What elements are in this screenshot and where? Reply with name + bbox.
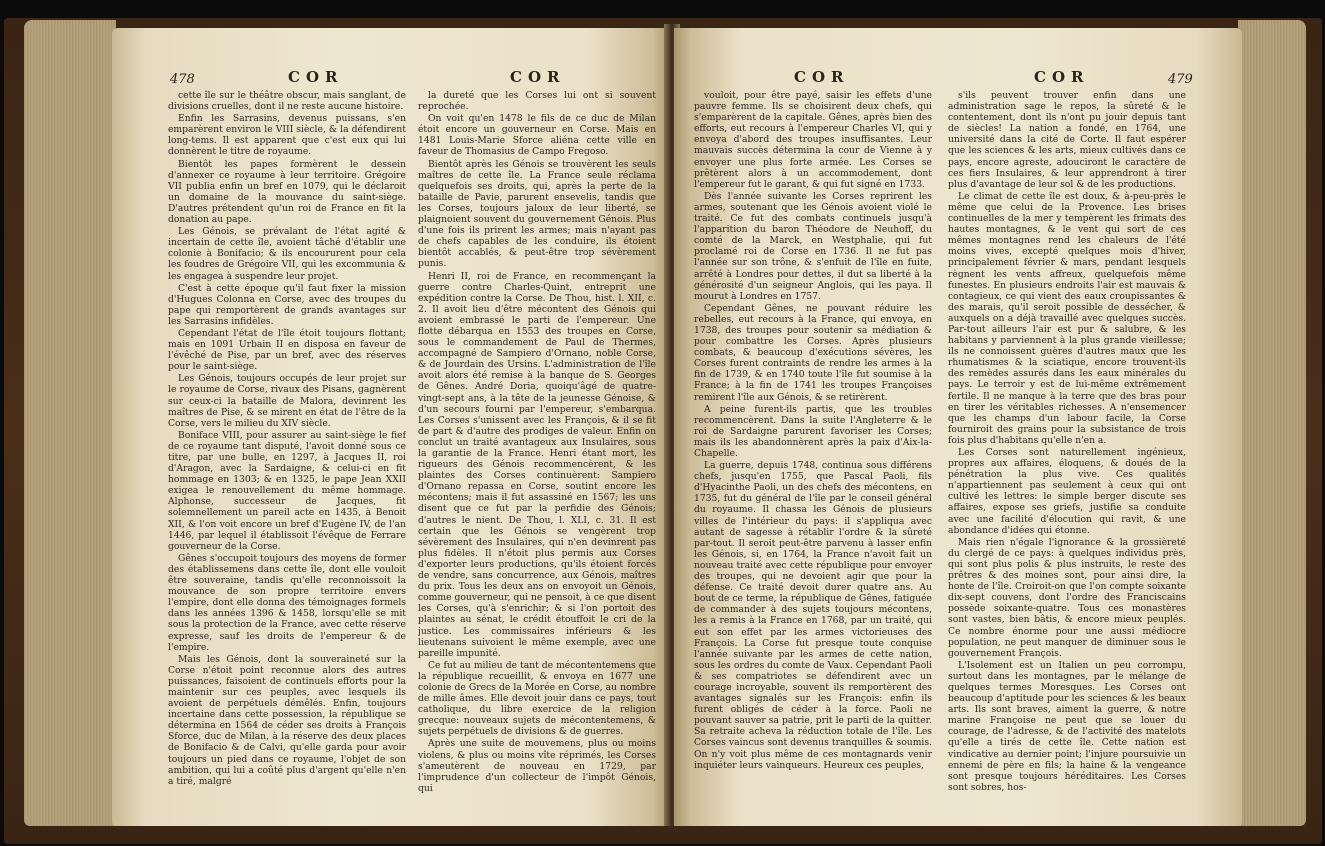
- paragraph: s'ils peuvent trouver enfin dans une administration sage le repos, la sûreté & le contentement, dont ils n'ont pu jouir depuis tant de siècles! La nation a fondé, en 1764, une université dans la cité de Corte. Il faut espérer que les sciences & les arts, mieux cultivés dans ce pays, encore agreste, adouciront le caractère de ces fiers Insulaires, & leur apprendront à tirer plus d'avantage de leur sol & de les productions.: [948, 90, 1186, 190]
- text-column-1: [694, 90, 932, 820]
- page-edges-right: [1238, 20, 1306, 826]
- paragraph: Ce fut au milieu de tant de mécontentemens que la république recueillit, & envoya en 1677 une colonie de Grecs de la Morée en Corse, au nombre de mille âmes. Elle devoit jouir dans ce pays, tout catholique, du libre exercice de la religion grecque: nouveaux sujets de mécontentemens, & sujets perpétuels de divisions & de guerres.: [418, 659, 656, 738]
- paragraph: Mais les Génois, dont la souveraineté sur la Corse n'étoit point reconnue alors des autres puissances, faisoient de continuels efforts pour la maintenir sur ces peuples, avec lesquels ils avoient de perpétuels démêlés. Enfin, toujours incertaine dans cette possession, la république se détermina en 1564 de céder ses droits à François Sforce, duc de Milan, à la réserve des deux places de Bonifacio & de Calvi, qu'elle garda pour avoir toujours un pied dans ce royaume, l'objet de son ambition, qui lui a coûté plus d'argent qu'elle n'en a tiré, malgré: [168, 653, 406, 787]
- paragraph: Les Génois, se prévalant de l'état agité & incertain de cette île, avoient tâché d'établir une colonie à Bonifacio; & ils encoururent pour cela les foudres de Grégoire VII, qui les excommunia & les engagea à suspendre leur projet.: [168, 226, 406, 282]
- text-column-2: [418, 90, 656, 820]
- paragraph: Cependant Gênes, ne pouvant réduire les rebelles, eut recours à la France, qui envoya, en 1738, des troupes pour soutenir sa médiation & pour combattre les Corses. Après plusieurs combats, & beaucoup d'exécutions sévères, les Corses furent contraints de rendre les armes à la fin de 1739, & en 1740 toute l'île fut soumise à la France; à la fin de 1741 les troupes Françoises remirent l'île aux Génois, & se retirèrent.: [694, 302, 932, 403]
- running-header-left: COR: [794, 68, 850, 86]
- paragraph: La guerre, depuis 1748, continua sous différens chefs, jusqu'en 1755, que Pascal Paoli, fils d'Hyacinthe Paoli, un des chefs des mécontens, en 1735, fut du général de l'île par le conseil général du royaume. Il chassa les Génois de plusieurs villes de l'intérieur du pays: il s'appliqua avec autant de sagesse à rétablir l'ordre & la sûreté par-tout. Il seroit peut-être parvenu à lasser enfin les Génois, si, en 1764, la France n'avoit fait un nouveau traité avec cette république pour envoyer des troupes, qui ne devoient agir que pour la défense. Ce traité devoit durer quatre ans. Au bout de ce terme, la république de Gênes, fatiguée de commander à des sujets toujours mécontens, les a remis à la France en 1768, par un traité, qui eut son effet par les armes victorieuses des François. La Corse fut presque toute conquise l'année suivante par les armes de cette nation, sous les ordres du comte de Vaux. Cependant Paoli & ses compatriotes se défendirent avec un courage incroyable, souvent ils remportèrent des avantages signalés sur les François: enfin ils furent obligés de céder à la force. Paoli ne pouvant sauver sa patrie, prit le parti de la quitter. Sa retraite acheva la réduction totale de l'île. Les Corses vaincus sont devenus tranquilles & soumis. On n'y voit plus même de ces montagnards venir inquiéter leurs vainqueurs. Heureux ces peuples,: [694, 460, 932, 771]
- paragraph: Mais rien n'égale l'ignorance & la grossièreté du clergé de ce pays: à quelques individus près, qui sont plus polis & plus instruits, le reste des prêtres & des moines sont, pour ainsi dire, la honte de l'île. Croiroit-on que l'on compte soixante dix-sept couvens, dont l'ordre des Franciscains possède soixante-quatre. Tous ces monastères sont vastes, bien bâtis, & encore mieux peuplés. Ce nombre énorme pour une aussi médiocre population, ne peut manquer de diminuer sous le gouvernement François.: [948, 536, 1186, 659]
- paragraph: Après une suite de mouvemens, plus ou moins violens, & plus ou moins vîte réprimés, les Corses s'ameutèrent de nouveau en 1729, par l'imprudence d'un collecteur de l'impôt Génois, qui: [418, 738, 656, 794]
- paragraph: vouloit, pour être payé, saisir les effets d'une pauvre femme. Ils se choisirent deux chefs, qui s'emparèrent de la capitale. Gênes, après bien des efforts, eut recours à l'empereur Charles VI, qui y envoya d'abord des troupes insuffisantes. Leur mauvais succès détermina la cour de Vienne à y envoyer une plus forte armée. Les Corses se prêtèrent alors à un accommodement, dont l'empereur fut le garant, & qui fut signé en 1733.: [694, 90, 932, 190]
- paragraph: cette île sur le théâtre obscur, mais sanglant, de divisions cruelles, dont il ne reste aucune histoire.: [168, 90, 406, 113]
- paragraph: L'Isolement est un Italien un peu corrompu, surtout dans les montagnes, par le mélange de quelques termes Moresques. Les Corses ont beaucoup d'aptitude pour les sciences & les beaux arts. Ils sont braves, aiment la guerre, & notre marine Françoise ne peut que se louer du courage, de l'adresse, & de l'activité des matelots qu'elle a tirés de cette île. Cette nation est vindicative au dernier point; l'injure poursuivie un ennemi de père en fils; la haine & la vengeance sont presque toujours héréditaires. Les Corses sont sobres, hos-: [948, 659, 1186, 793]
- right-page: [674, 28, 1242, 826]
- left-page: [112, 28, 670, 826]
- text-column-2: [948, 90, 1186, 820]
- paragraph: Henri II, roi de France, en recommençant la guerre contre Charles-Quint, entreprit une expédition contre la Corse. De Thou, hist. l. XII, c. 2. Il avoit lieu d'être mécontent des Génois qui avoient embrassé le parti de l'empereur. Une flotte débarqua en 1553 des troupes en Corse, sous le commandement de Paul de Thermes, accompagné de Sampiero d'Ornano, noble Corse, & de Jourdain des Ursins. L'administration de l'île avoit alors été remise à la banque de S. Georges de Gênes. André Doria, quoiqu'âgé de quatre-vingt-sept ans, à la tête de la jeunesse Génoise, & d'un secours fourni par l'empereur, s'embarqua. Les Corses s'unissent avec les François, & il se fit de part & d'autre des prodiges de valeur. Enfin on conclut un traité avantageux aux Insulaires, sous la garantie de la France. Henri étant mort, les rigueurs des Génois recommencèrent, & les plaintes des Corses continuèrent: Sampiero d'Ornano repassa en Corse, soutint encore les mécontens; mais il fut assassiné en 1567; les uns disent que ce fut par la perfidie des Génois; d'autres le nient. De Thou, l. XLI, c. 31. Il est certain que les Génois se vengèrent trop sévèrement des Insulaires, qui n'en devinrent pas plus fidèles. Il n'étoit plus permis aux Corses d'exporter leurs productions, qu'ils étoient forcés de vendre, sans concurrence, aux Génois, maîtres du prix. Tous les deux ans on envoyoit un Génois, comme gouverneur, qui ne pensoit, à ce que disent les Corses, qu'à s'enrichir; & si l'on portoit des plaintes au sénat, le crédit étouffoit le cri de la justice. Les commissaires inférieurs & les lieutenans suivoient le même exemple, avec une pareille impunité.: [418, 270, 656, 659]
- paragraph: Enfin les Sarrasins, devenus puissans, s'en emparèrent environ le VIII siècle, & la défendirent long-tems. Il est apparent que c'est eux qui lui donnèrent le titre de royaume.: [168, 113, 406, 158]
- paragraph: Cependant l'état de l'île étoit toujours flottant; mais en 1091 Urbain II en disposa en faveur de l'évêché de Pise, par un bref, avec des réserves pour le saint-siège.: [168, 327, 406, 373]
- page-edges-left: [24, 20, 116, 826]
- paragraph: A peine furent-ils partis, que les troubles recommencèrent. Dans la suite l'Angleterre & le roi de Sardaigne parurent favoriser les Corses; mais ils les abandonnèrent après la paix d'Aix-la-Chapelle.: [694, 403, 932, 459]
- text-column-1: [168, 90, 406, 820]
- page-number: 479: [1168, 72, 1193, 87]
- paragraph: C'est à cette époque qu'il faut fixer la mission d'Hugues Colonna en Corse, avec des troupes du pape qui remportèrent de grands avantages sur les Sarrasins infidèles.: [168, 282, 406, 327]
- running-header-right: COR: [510, 68, 566, 86]
- paragraph: Bientôt les papes formèrent le dessein d'annexer ce royaume à leur territoire. Grégoire VII publia enfin un bref en 1079, qui le déclaroit un domaine de la mouvance du saint-siège. D'autres prétendent qu'un roi de France en fit la donation au pape.: [168, 158, 406, 226]
- paragraph: la dureté que les Corses lui ont si souvent reprochée.: [418, 90, 656, 113]
- paragraph: Le climat de cette île est doux, & à-peu-près le même que celui de la Provence. Les brises continuelles de la mer y tempèrent les frimats des hautes montagnes, & le vent qui sort de ces mêmes montagnes rend les chaleurs de l'été moins vives, excepté quelques mois d'hiver, principalement février & mars, pendant lesquels règnent les vents affreux, quelquefois même funestes. En plusieurs endroits l'air est mauvais & contagieux, ce qui vient des eaux croupissantes & des marais, qu'il seroit possible de dessécher, & auxquels on a déjà travaillé avec quelques succès. Par-tout ailleurs l'air est pur & salubre, & les habitans y parviennent à la plus grande vieillesse; ils ne connoissent guères d'autres maux que les rhumatismes & la sciatique, encore trouvent-ils des remèdes assurés dans les eaux minérales du pays. Le terroir y est de lui-même extrêmement fertile. Il ne manque à la terre que des bras pour en tirer les véritables richesses. A n'ensemencer que les champs d'un labour facile, la Corse fourniroit des grains pour la subsistance de trois fois plus d'habitans qu'elle n'en a.: [948, 190, 1186, 446]
- paragraph: Les Corses sont naturellement ingénieux, propres aux affaires, éloquens, & doués de la pénétration la plus vive. Ces qualités n'appartiennent pas seulement à ceux qui ont cultivé les lettres: le simple berger discute ses affaires, expose ses griefs, justifie sa conduite avec une facilité d'élocution qui ravit, & une abondance d'idées qui étonne.: [948, 447, 1186, 536]
- paragraph: Boniface VIII, pour assurer au saint-siège le fief de ce royaume tant disputé, l'avoit donné sous ce titre, par une bulle, en 1297, à Jacques II, roi d'Aragon, avec la Sardaigne, & celui-ci en fit hommage en 1303; & en 1325, le pape Jean XXII exigea le renouvellement du même hommage. Alphonse, successeur de Jacques, fit solemnellement un pareil acte en 1435, à Benoit XII, & l'on voit encore un bref d'Eugène IV, de l'an 1446, par lequel il établissoit l'évêque de Ferrare gouverneur de la Corse.: [168, 429, 406, 552]
- paragraph: On voit qu'en 1478 le fils de ce duc de Milan étoit encore un gouverneur en Corse. Mais en 1481 Louis-Marie Sforce aliéna cette ville en faveur de Thomasius de Campo Fregoso.: [418, 113, 656, 158]
- paragraph: Les Génois, toujours occupés de leur projet sur le royaume de Corse, rivaux des Pisans, gagnèrent sur ceux-ci la bataille de Malora, devinrent les maîtres de Pise, & se mirent en état de l'être de la Corse, vers le milieu du XIV siècle.: [168, 373, 406, 429]
- paragraph: Gênes s'occupoit toujours des moyens de former des établissemens dans cette île, dont elle vouloit être souveraine, tandis qu'elle reconnoissoit la mouvance de son propre territoire envers l'empire, dont elle donna des témoignages formels dans les années 1396 & 1458, lorsqu'elle se mit sous la protection de la France, avec cette réserve expresse, sauf les droits de l'empereur & de l'empire.: [168, 552, 406, 653]
- paragraph: Bientôt après les Génois se trouvèrent les seuls maîtres de cette île. La France seule réclama quelquefois ses droits, qui, après la perte de la bataille de Pavie, parurent ensevelis, tandis que les Corses, toujours jaloux de leur liberté, se plaignoient souvent du gouvernement Génois. Plus d'une fois ils prirent les armes; mais n'ayant pas de chefs capables de les conduire, ils étoient bientôt accablés, & peut-être trop sévèrement punis.: [418, 158, 656, 270]
- paragraph: Dès l'année suivante les Corses reprirent les armes, soutenant que les Génois avoient violé le traité. Ce fut des combats continuels jusqu'à l'apparition du baron Théodore de Neuhoff, du comté de la Marck, en Westphalie, qui fut proclamé roi de Corse en 1736. Il ne fut pas l'année sur son trône, & s'enfuit de l'île en fuite, arrêté à Londres pour dettes, il dut sa liberté à la générosité d'un seigneur Anglois, qui les paya. Il mourut à Londres en 1757.: [694, 190, 932, 302]
- running-header-right: COR: [1034, 68, 1090, 86]
- page-number: 478: [170, 72, 195, 87]
- running-header-left: COR: [288, 68, 344, 86]
